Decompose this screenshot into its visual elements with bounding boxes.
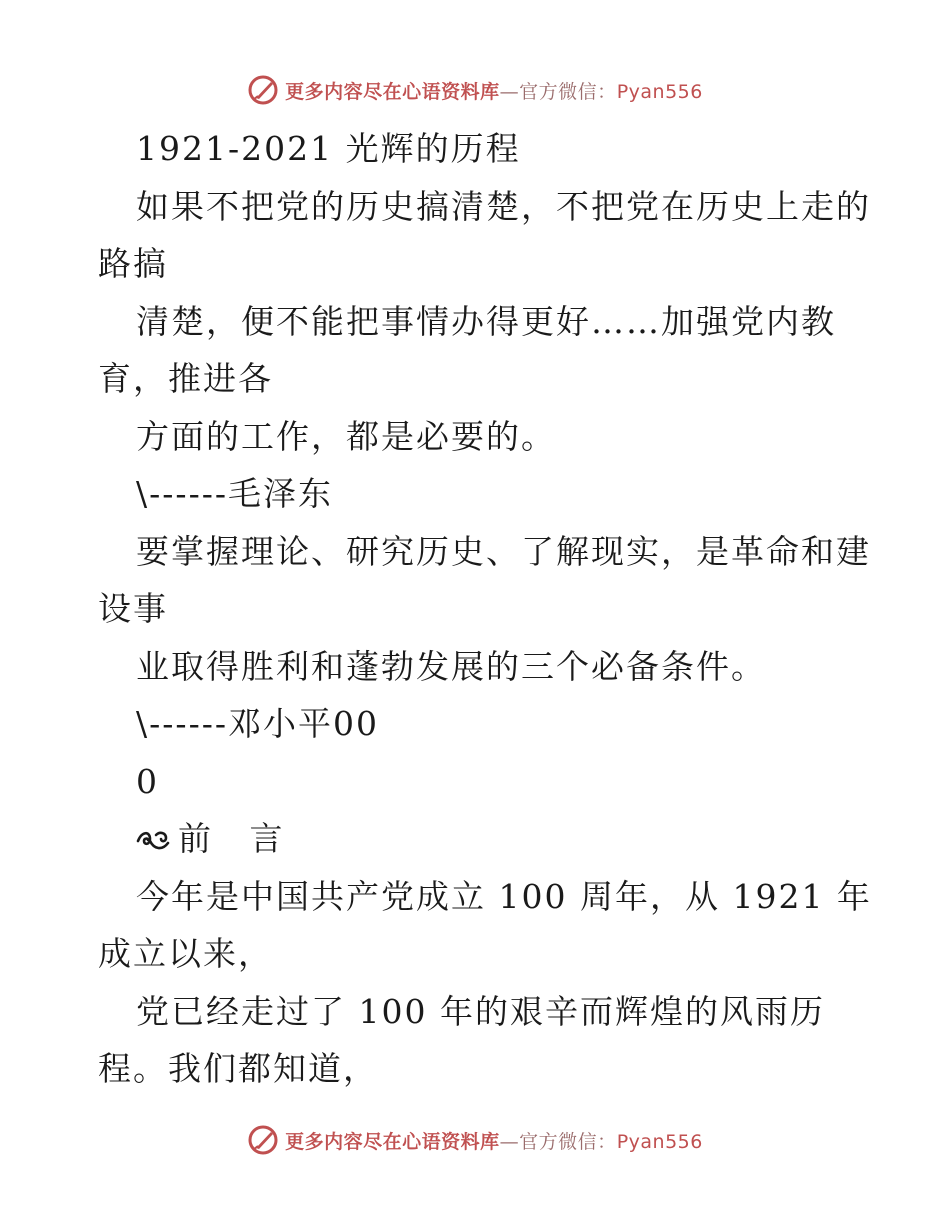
text-line: 程。我们都知道，	[98, 1049, 378, 1088]
text-line: 党已经走过了 100 年的艰辛而辉煌的风雨历	[136, 991, 825, 1031]
document-body	[98, 120, 872, 1098]
text-line: 成立以来，	[98, 934, 273, 973]
watermark-text: 更多内容尽在心语资料库—官方微信：Pyan556	[285, 80, 703, 103]
quote-line: 如果不把党的历史搞清楚，不把党在历史上走的	[136, 186, 871, 226]
quote-line: 方面的工作，都是必要的。	[136, 416, 556, 456]
watermark-text: 更多内容尽在心语资料库—官方微信：Pyan556	[285, 1130, 703, 1153]
section-heading	[98, 810, 858, 868]
quote-line: 育，推进各	[98, 359, 273, 398]
quote-line: 路搞	[98, 244, 168, 283]
quote-line: 清楚，便不能把事情办得更好……加强党内教	[136, 301, 836, 341]
section-heading-text: 前 言	[178, 819, 297, 858]
quote-line: 要掌握理论、研究历史、了解现实，是革命和建	[136, 531, 871, 571]
footer-watermark	[0, 1120, 950, 1160]
text-line: 今年是中国共产党成立 100 周年，从 1921 年	[136, 876, 872, 916]
quill-logo-icon	[247, 74, 279, 106]
quote-line: 业取得胜利和蓬勃发展的三个必备条件。	[136, 646, 766, 686]
text-line: 0	[136, 761, 159, 801]
quote-attribution: \------邓小平00	[136, 704, 380, 743]
quote-attribution: \------毛泽东	[136, 474, 334, 513]
quill-logo-icon	[247, 1124, 279, 1156]
quote-line: 设事	[98, 589, 168, 628]
fleuron-icon	[136, 829, 170, 853]
document-title: 1921-2021 光辉的历程	[136, 129, 521, 168]
header-watermark	[0, 70, 950, 110]
